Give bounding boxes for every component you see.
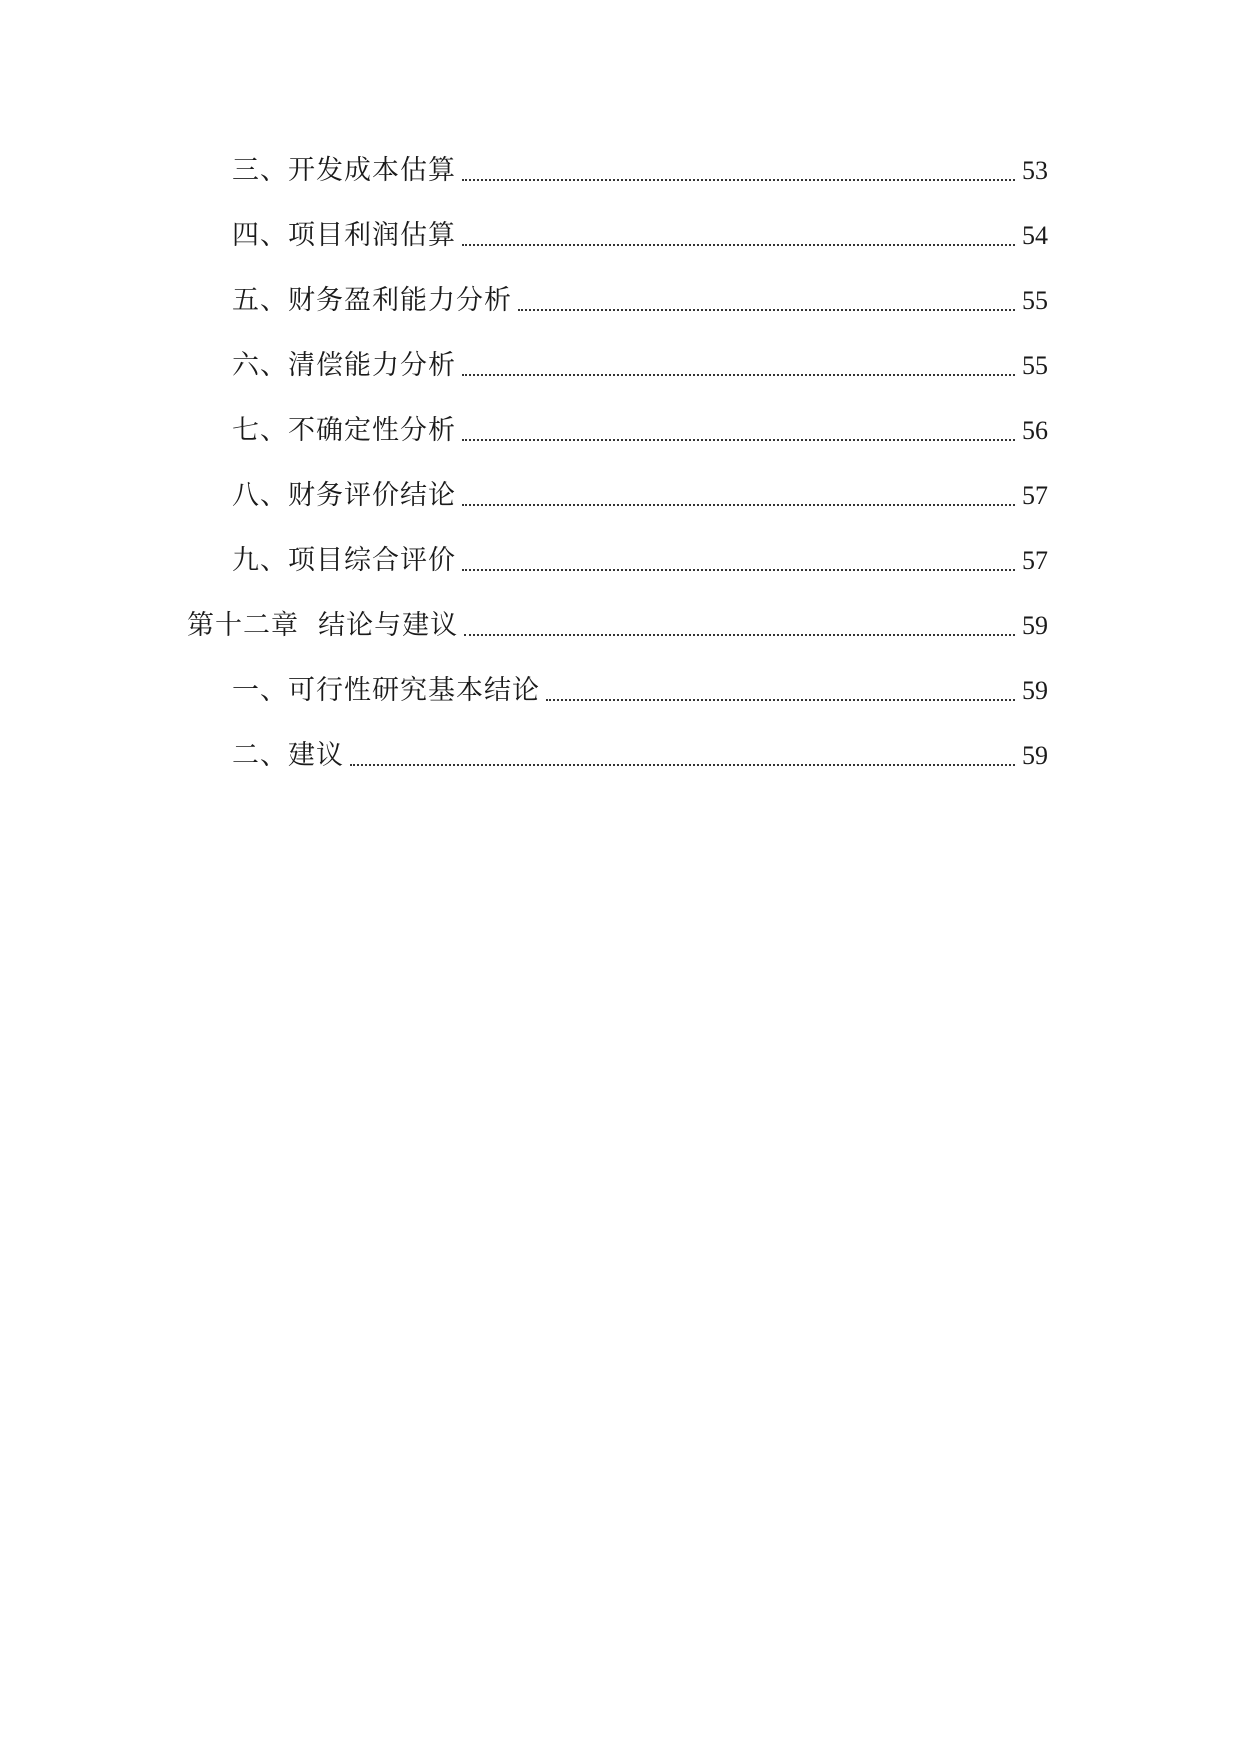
toc-entry-title: 一、可行性研究基本结论 <box>232 675 540 706</box>
toc-page-number: 56 <box>1022 416 1048 445</box>
toc-page-number: 59 <box>1022 741 1048 770</box>
toc-entry-title: 三、开发成本估算 <box>232 155 456 186</box>
toc-entry[interactable] <box>0 739 1241 804</box>
toc-dot-leader <box>462 349 1015 376</box>
toc-dot-leader <box>462 154 1015 181</box>
toc-page-number: 55 <box>1022 351 1048 380</box>
toc-entry[interactable] <box>0 219 1241 284</box>
toc-page-number: 57 <box>1022 481 1048 510</box>
toc-entry-title: 九、项目综合评价 <box>232 545 456 576</box>
toc-entry-title: 四、项目利润估算 <box>232 220 456 251</box>
toc-chapter-entry[interactable] <box>0 609 1241 674</box>
toc-entry-title: 第十二章 结论与建议 <box>187 610 459 641</box>
toc-entry[interactable] <box>0 479 1241 544</box>
toc-page-number: 53 <box>1022 156 1048 185</box>
toc-entry[interactable] <box>0 284 1241 349</box>
toc-entry-title: 七、不确定性分析 <box>232 415 456 446</box>
toc-dot-leader <box>462 479 1015 506</box>
toc-entry[interactable] <box>0 674 1241 739</box>
toc-entry[interactable] <box>0 349 1241 414</box>
toc-page-number: 59 <box>1022 611 1048 640</box>
toc-dot-leader <box>546 674 1015 701</box>
toc-page-number: 57 <box>1022 546 1048 575</box>
toc-entry-title: 六、清偿能力分析 <box>232 350 456 381</box>
toc-page-number: 55 <box>1022 286 1048 315</box>
toc-dot-leader <box>462 414 1015 441</box>
toc-entry[interactable] <box>0 414 1241 479</box>
toc-dot-leader <box>462 544 1015 571</box>
toc-dot-leader <box>462 219 1015 246</box>
toc-dot-leader <box>350 739 1015 766</box>
toc-dot-leader <box>464 609 1015 636</box>
toc-dot-leader <box>518 284 1015 311</box>
table-of-contents <box>0 154 1241 804</box>
toc-page-number: 59 <box>1022 676 1048 705</box>
toc-entry[interactable] <box>0 154 1241 219</box>
toc-entry-title: 二、建议 <box>232 740 344 771</box>
toc-entry-title: 八、财务评价结论 <box>232 480 456 511</box>
toc-entry-title: 五、财务盈利能力分析 <box>232 285 512 316</box>
toc-entry[interactable] <box>0 544 1241 609</box>
toc-page-number: 54 <box>1022 221 1048 250</box>
